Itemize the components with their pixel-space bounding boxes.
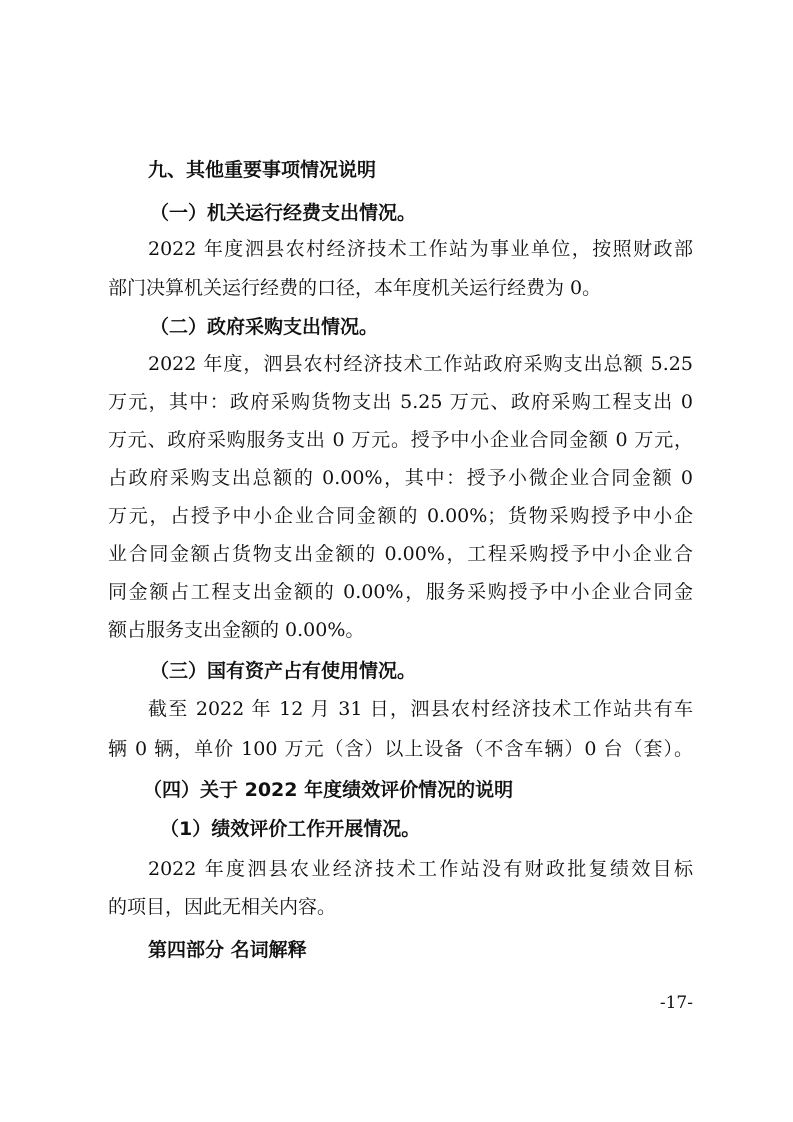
paragraph-line: 截至 2022 年 12 月 31 日，泗县农村经济技术工作站共有车 [148, 698, 693, 720]
paragraph-line: 万元，占授予中小企业合同金额的 0.00%；货物采购授予中小企 [108, 505, 693, 527]
section-heading: 九、其他重要事项情况说明 [148, 159, 377, 181]
paragraph-line: 同金额占工程支出金额的 0.00%，服务采购授予中小企业合同金 [108, 581, 693, 603]
page-number: -17- [659, 993, 693, 1013]
item-heading: （1）绩效评价工作开展情况。 [160, 818, 421, 840]
paragraph-line: 额占服务支出金额的 0.00%。 [108, 619, 365, 641]
paragraph-line: 2022 年度泗县农村经济技术工作站为事业单位，按照财政部 [148, 238, 693, 260]
part-heading: 第四部分 名词解释 [148, 939, 307, 961]
paragraph-line: 2022 年度，泗县农村经济技术工作站政府采购支出总额 5.25 [148, 353, 693, 375]
subsection-heading: （二）政府采购支出情况。 [150, 316, 379, 338]
subsection-heading: （四）关于 2022 年度绩效评价情况的说明 [143, 779, 514, 801]
paragraph-line: 的项目，因此无相关内容。 [108, 896, 337, 918]
paragraph-line: 业合同金额占货物支出金额的 0.00%，工程采购授予中小企业合 [108, 543, 693, 565]
subsection-heading: （一）机关运行经费支出情况。 [150, 202, 417, 224]
paragraph-line: 辆 0 辆，单价 100 万元（含）以上设备（不含车辆）0 台（套）。 [108, 738, 693, 760]
paragraph-line: 万元、政府采购服务支出 0 万元。授予中小企业合同金额 0 万元， [108, 429, 693, 451]
paragraph-line: 万元，其中：政府采购货物支出 5.25 万元、政府采购工程支出 0 [108, 391, 693, 413]
subsection-heading: （三）国有资产占有使用情况。 [150, 660, 417, 682]
paragraph-line: 占政府采购支出总额的 0.00%，其中：授予小微企业合同金额 0 [108, 467, 693, 489]
paragraph-line: 2022 年度泗县农业经济技术工作站没有财政批复绩效目标 [148, 858, 693, 880]
paragraph-line: 部门决算机关运行经费的口径，本年度机关运行经费为 0。 [108, 277, 602, 299]
